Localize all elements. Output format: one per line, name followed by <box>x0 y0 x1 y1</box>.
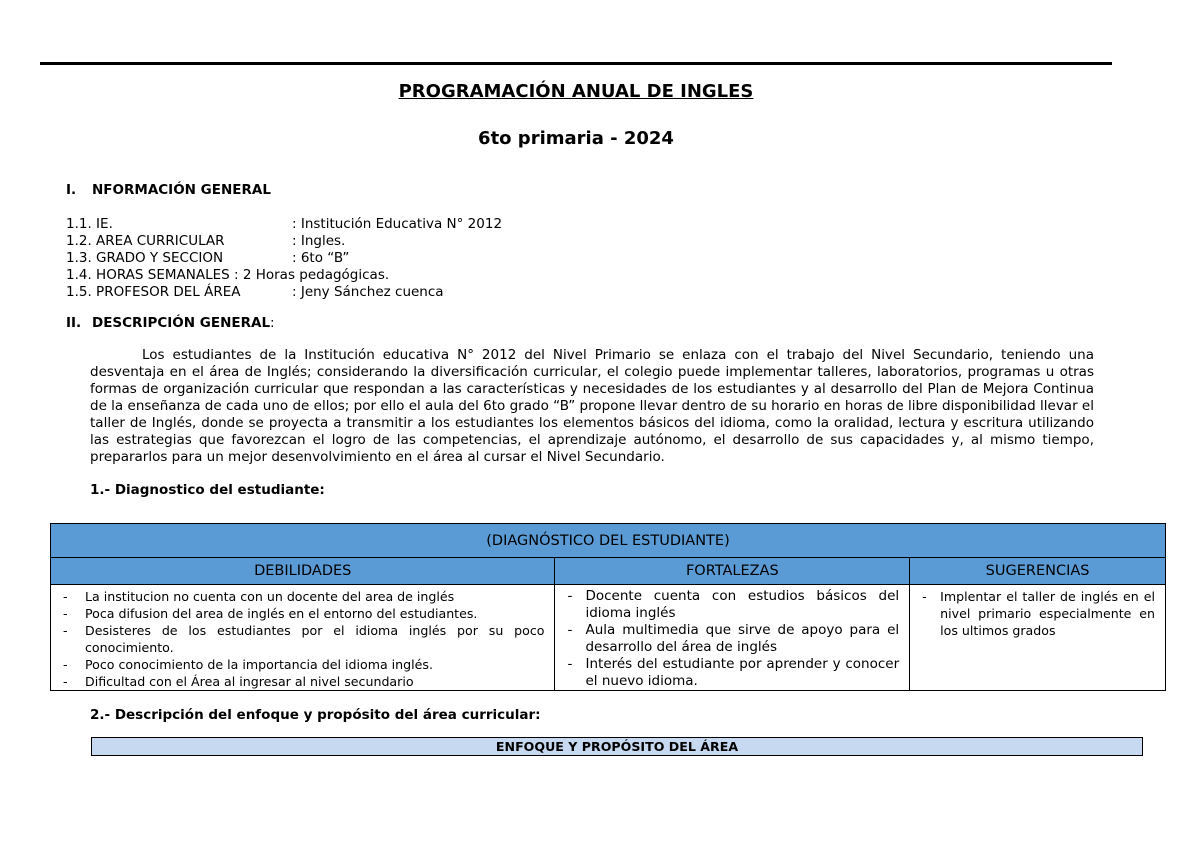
list-item: - Aula multimedia que sirve de apoyo para el desarrollo del área de inglés <box>555 622 899 656</box>
list-item: - Poco conocimiento de la importancia del idioma inglés. <box>51 656 544 673</box>
column-header-sugerencias: SUGERENCIAS <box>910 558 1166 585</box>
section-label: NFORMACIÓN GENERAL <box>92 182 271 198</box>
list-item: - Interés del estudiante por aprender y conocer el nuevo idioma. <box>555 656 899 690</box>
info-value: : 6to “B” <box>292 250 350 266</box>
fortalezas-cell <box>555 585 910 691</box>
column-header-fortalezas: FORTALEZAS <box>555 558 910 585</box>
description-text: Los estudiantes de la Institución educativa N° 2012 del Nivel Primario se enlaza con el trabajo del Nivel Secundario, teniendo una desventaja en el área de Inglés; considerando la diversificación curricular, el colegio puede implementar talleres, laboratorios, programas u otras formas de organización curricular que respondan a las características y necesidades de los estudiantes y al desarrollo del Plan de Mejora Continua de la enseñanza de cada uno de ellos; por ello el aula del 6to grado “B” propone llevar dentro de su horario en horas de libre disponibilidad llevar el taller de Inglés, donde se proyecta a transmitir a los estudiantes los elementos básicos del idioma, como la oralidad, lectura y escritura utilizando las estrategias que favorezcan el logro de las competencias, el aprendizaje autónomo, el desarrollo de sus capacidades y, al mismo tiempo, prepararlos para un mejor desenvolvimiento en el área al cursar el Nivel Secundario. <box>90 347 1094 465</box>
info-label: 1.1. IE. <box>66 216 113 232</box>
list-item: - Desisteres de los estudiantes por el idioma inglés por su poco conocimiento. <box>51 622 544 656</box>
debilidades-cell <box>51 585 555 691</box>
subheading-enfoque: 2.- Descripción del enfoque y propósito del área curricular: <box>90 707 541 723</box>
list-item: - Poca difusion del area de inglés en el entorno del estudiantes. <box>51 605 544 622</box>
section-number: II. <box>66 315 82 331</box>
subheading-diagnostico: 1.- Diagnostico del estudiante: <box>90 482 325 498</box>
section-suffix: : <box>270 315 275 331</box>
info-value: : Institución Educativa N° 2012 <box>292 216 503 232</box>
list-item: - Docente cuenta con estudios básicos del idioma inglés <box>555 588 899 622</box>
info-value: : Jeny Sánchez cuenca <box>292 284 444 300</box>
info-row <box>66 250 502 267</box>
section-heading-informacion <box>66 182 271 198</box>
enfoque-table-header: ENFOQUE Y PROPÓSITO DEL ÁREA <box>91 737 1143 756</box>
list-item: - Implentar el taller de inglés en el nivel primario especialmente en los ultimos grados <box>910 588 1155 639</box>
info-row <box>66 267 502 284</box>
section-heading-descripcion <box>66 315 275 331</box>
section-number: I. <box>66 182 77 198</box>
document-title: PROGRAMACIÓN ANUAL DE INGLES <box>398 81 754 102</box>
info-label: 1.5. PROFESOR DEL ÁREA <box>66 284 241 300</box>
info-value: : Ingles. <box>292 233 346 249</box>
diagnostic-table <box>50 523 1166 691</box>
info-row <box>66 216 502 233</box>
sugerencias-cell <box>910 585 1166 691</box>
top-rule <box>40 62 1112 65</box>
info-label: 1.3. GRADO Y SECCION <box>66 250 224 266</box>
general-info-list <box>66 216 502 301</box>
document-subtitle: 6to primaria - 2024 <box>478 128 674 149</box>
info-label: 1.2. AREA CURRICULAR <box>66 233 225 249</box>
info-row <box>66 233 502 250</box>
section-label: DESCRIPCIÓN GENERAL <box>92 315 271 331</box>
info-label: 1.4. HORAS SEMANALES : 2 Horas pedagógicas. <box>66 267 390 283</box>
general-description <box>90 347 1094 466</box>
info-row <box>66 284 502 301</box>
list-item: - La institucion no cuenta con un docente del area de inglés <box>51 588 544 605</box>
column-header-debilidades: DEBILIDADES <box>51 558 555 585</box>
list-item: - Dificultad con el Área al ingresar al nivel secundario <box>51 673 544 690</box>
diagnostic-caption: (DIAGNÓSTICO DEL ESTUDIANTE) <box>51 524 1166 558</box>
